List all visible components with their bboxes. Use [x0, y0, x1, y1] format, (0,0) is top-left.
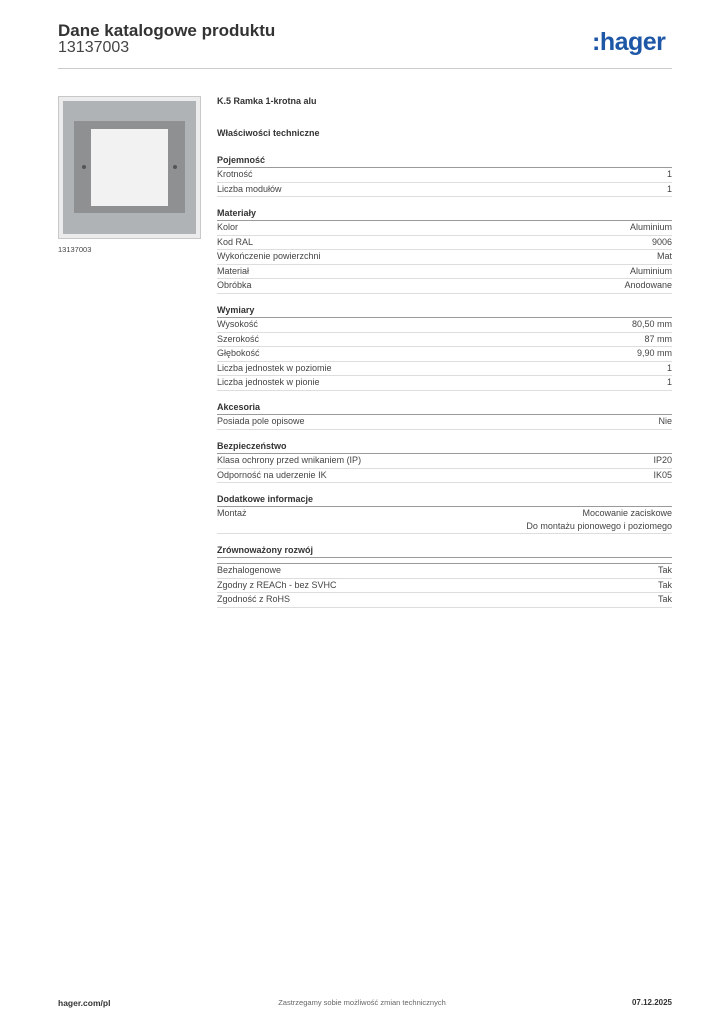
- table-row: [217, 318, 672, 333]
- row-label: Wysokość: [217, 319, 258, 329]
- row-label: Krotność: [217, 169, 253, 179]
- table-row: [217, 362, 672, 377]
- row-label: Odporność na uderzenie IK: [217, 469, 327, 480]
- row-value: 9006: [651, 236, 672, 247]
- section-bezpieczenstwo: [217, 440, 672, 483]
- table-row: [217, 183, 672, 198]
- row-label: Obróbka: [217, 280, 252, 290]
- table-row: [217, 454, 672, 469]
- row-value: IK05: [653, 469, 672, 480]
- section-title: Wymiary: [217, 304, 672, 318]
- row-value: Nie: [658, 416, 672, 426]
- row-value: Aluminium: [629, 265, 672, 276]
- section-title: Dodatkowe informacje: [217, 493, 672, 507]
- row-label: Bezhalogenowe: [217, 565, 282, 575]
- table-row: [217, 469, 672, 484]
- product-code: 13137003: [58, 39, 130, 56]
- row-label: Liczba jednostek w pionie: [217, 377, 320, 387]
- row-value: 1: [666, 183, 672, 194]
- row-label: Zgodność z RoHS: [217, 594, 291, 604]
- section-zrownowazony-rozwoj: [217, 544, 672, 608]
- row-value: 80,50 mm: [631, 319, 672, 329]
- footer-disclaimer: Zastrzegamy sobie możliwość zmian technicznych: [278, 998, 446, 1007]
- row-value: 1: [666, 377, 672, 387]
- row-value-line: Do montażu pionowego i poziomego: [526, 520, 672, 531]
- table-row: [217, 333, 672, 348]
- table-row: [217, 564, 672, 579]
- hager-logo: :hager: [592, 28, 666, 56]
- screw-hole-right: [173, 165, 177, 169]
- row-label: Głębokość: [217, 348, 260, 358]
- screw-hole-left: [82, 165, 86, 169]
- row-label: Kolor: [217, 222, 239, 232]
- product-image: [58, 96, 201, 239]
- section-title: Pojemność: [217, 154, 672, 168]
- row-label: Klasa ochrony przed wnikaniem (IP): [217, 455, 362, 465]
- row-value: Tak: [657, 594, 672, 604]
- row-value: Tak: [657, 565, 672, 575]
- table-row: [217, 265, 672, 280]
- table-row: [217, 347, 672, 362]
- table-row: [217, 593, 672, 608]
- table-row: [217, 415, 672, 430]
- table-row: [217, 221, 672, 236]
- row-label: Montaż: [217, 508, 247, 518]
- row-label: Materiał: [217, 265, 250, 276]
- row-label: Szerokość: [217, 333, 260, 344]
- table-row: [217, 579, 672, 594]
- section-wymiary: [217, 304, 672, 391]
- table-row: [217, 236, 672, 251]
- row-value: [526, 507, 672, 532]
- section-pojemnosc: [217, 154, 672, 197]
- row-value: 9,90 mm: [636, 348, 672, 358]
- product-name: K.5 Ramka 1-krotna alu: [217, 96, 317, 106]
- row-value: Aluminium: [629, 222, 672, 232]
- row-value: 1: [666, 362, 672, 373]
- section-title: Bezpieczeństwo: [217, 440, 672, 454]
- properties-heading: Właściwości techniczne: [217, 128, 320, 138]
- header-divider: [58, 68, 672, 69]
- table-row: [217, 168, 672, 183]
- row-value: Mat: [656, 251, 672, 261]
- row-value: Anodowane: [624, 280, 672, 290]
- row-label: Kod RAL: [217, 236, 254, 247]
- section-akcesoria: [217, 401, 672, 430]
- page-title: Dane katalogowe produktu: [58, 21, 276, 40]
- row-label: Posiada pole opisowe: [217, 416, 305, 426]
- row-value: Tak: [657, 579, 672, 590]
- table-row: [217, 507, 672, 534]
- section-title: Akcesoria: [217, 401, 672, 415]
- section-materialy: [217, 207, 672, 294]
- table-row: [217, 376, 672, 391]
- row-value-line: Mocowanie zaciskowe: [582, 508, 672, 518]
- footer-website-link[interactable]: hager.com/pl: [58, 998, 111, 1008]
- row-value: IP20: [653, 455, 672, 465]
- row-label: Liczba modułów: [217, 183, 282, 194]
- table-row: [217, 279, 672, 294]
- footer-date: 07.12.2025: [631, 998, 672, 1007]
- row-label: Wykończenie powierzchni: [217, 251, 321, 261]
- frame-window: [91, 129, 168, 206]
- product-image-caption: 13137003: [58, 245, 92, 254]
- row-value: 87 mm: [644, 333, 672, 344]
- frame-outer: [63, 101, 196, 234]
- row-label: Zgodny z REACh - bez SVHC: [217, 579, 337, 590]
- section-title: Zrównoważony rozwój: [217, 544, 672, 558]
- row-value: 1: [666, 169, 672, 179]
- row-label: Liczba jednostek w poziomie: [217, 362, 332, 373]
- table-row: [217, 250, 672, 265]
- section-title: Materiały: [217, 207, 672, 221]
- section-dodatkowe-informacje: [217, 493, 672, 534]
